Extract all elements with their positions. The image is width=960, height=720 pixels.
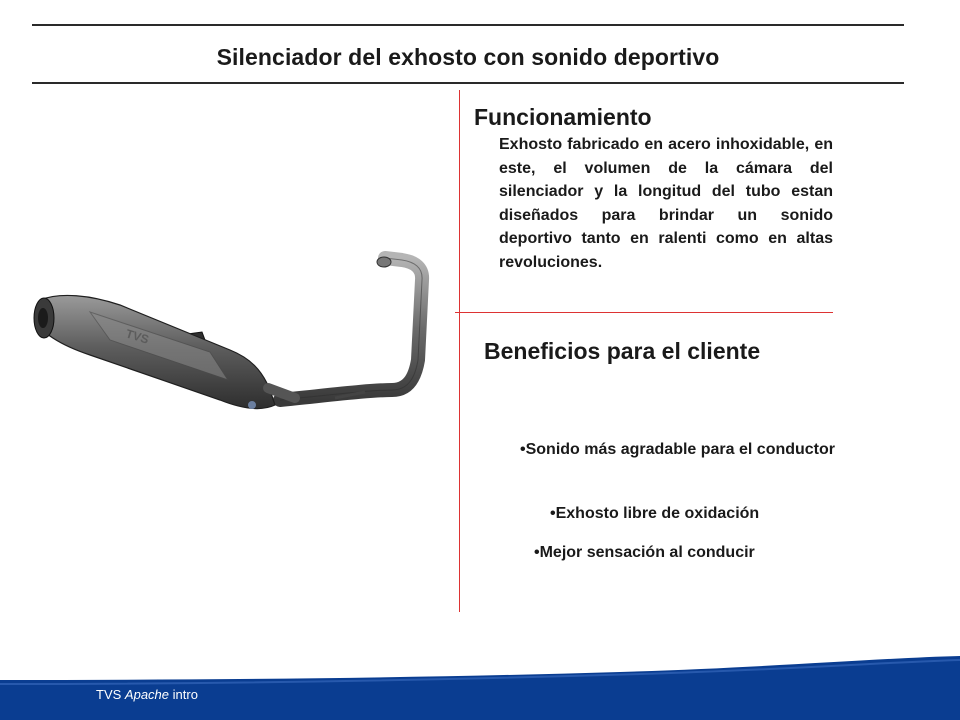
footer-model: Apache	[124, 687, 170, 702]
benefit-item: •Sonido más agradable para el conductor	[520, 441, 836, 458]
section-heading-benefits: Beneficios para el cliente	[484, 338, 761, 364]
header-pipe	[280, 258, 422, 400]
footer-suffix: intro	[172, 687, 198, 702]
benefit-item: •Mejor sensación al conducir	[534, 544, 755, 561]
footer-label	[96, 687, 198, 702]
vertical-divider	[459, 90, 460, 612]
muffler-logo: TVS	[124, 326, 151, 347]
top-rule	[32, 24, 904, 26]
footer-wave	[0, 640, 960, 720]
title-underline	[32, 82, 904, 84]
footer-brand: TVS	[96, 687, 122, 702]
benefit-item: •Exhosto libre de oxidación	[550, 505, 760, 522]
exhaust-muffler-image	[30, 240, 440, 420]
function-description: Exhosto fabricado en acero inhoxidable, en este, el volumen de la cámara del silenciador y la longitud del tubo estan diseñados para brindar un sonido deportivo tanto en ralenti como en altas revoluciones.	[499, 136, 833, 271]
slide-title: Silenciador del exhosto con sonido deportivo	[216, 44, 720, 70]
pipe-flange	[377, 257, 391, 267]
section-heading-function: Funcionamiento	[474, 104, 652, 130]
horizontal-divider	[455, 312, 833, 313]
